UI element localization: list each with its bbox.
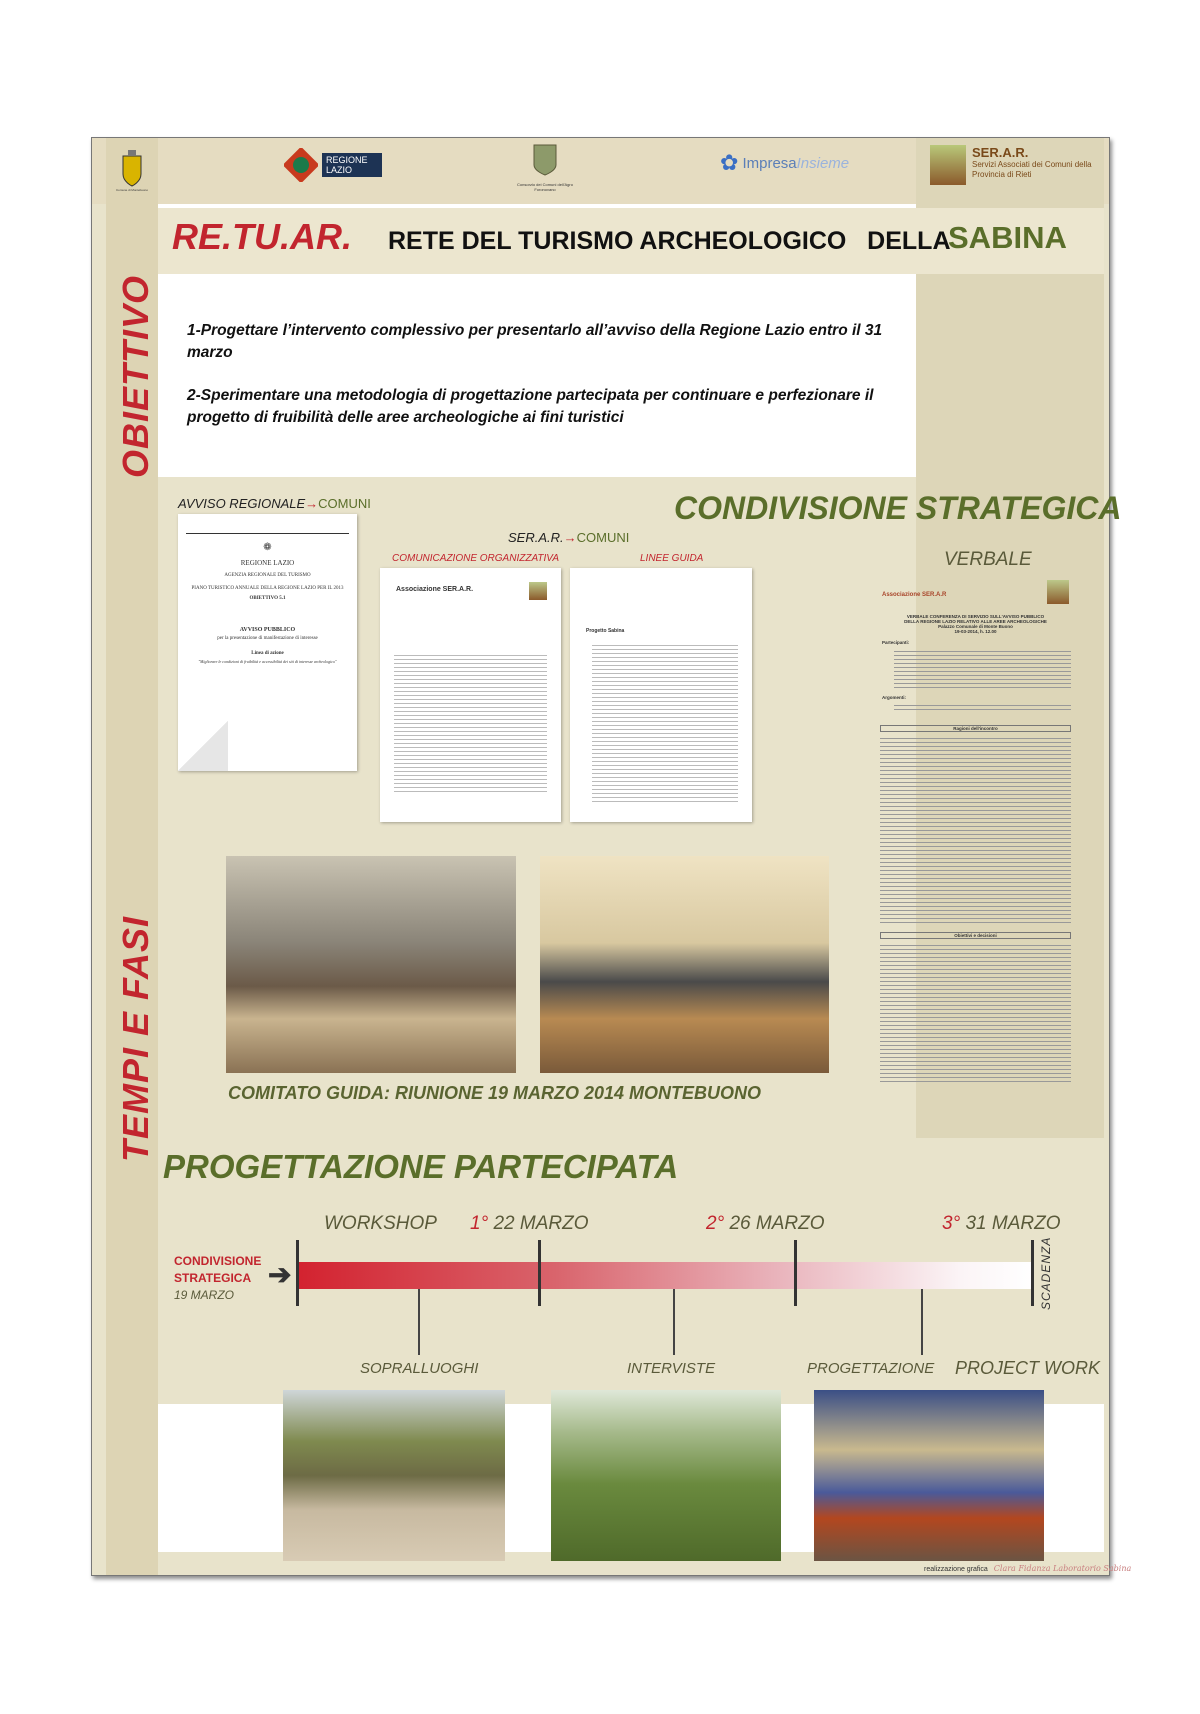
milestone-2: 2° 26 MARZO [706, 1213, 825, 1234]
timeline-tick-2 [794, 1240, 797, 1306]
timeline-tick-1 [538, 1240, 541, 1306]
tree-icon [930, 145, 966, 185]
objective-2: 2-Sperimentare una metodologia di progettazione partecipata per continuare e perfezionare il progetto di fruibilità delle aree archeologiche ai fini turistici [187, 387, 874, 426]
timeline-tick-start [296, 1240, 299, 1306]
meeting-photo-1 [226, 856, 516, 1073]
interviste-photo [551, 1390, 781, 1561]
progettazione-heading: PROGETTAZIONE PARTECIPATA [163, 1148, 679, 1185]
svg-text:Comune di Montebuono: Comune di Montebuono [115, 188, 149, 192]
workshop-label: WORKSHOP [324, 1213, 437, 1234]
meeting-photo-2 [540, 856, 829, 1073]
place-title: SABINA [948, 220, 1067, 255]
milestone-3: 3° 31 MARZO [942, 1213, 1061, 1234]
main-title: RETE DEL TURISMO ARCHEOLOGICO DELLA [388, 227, 951, 255]
serar-label: SER.A.R.→COMUNI [508, 530, 630, 545]
arrow-right-icon: ➔ [268, 1259, 292, 1290]
impresa-insieme-logo: ✿ Impresa Insieme [720, 150, 850, 175]
objective-1: 1-Progettare l’intervento complessivo per presentarlo all’avviso della Regione Lazio entro il 31 marzo [187, 322, 883, 361]
project-work-photo [814, 1390, 1044, 1561]
flower-icon: ✿ [720, 150, 739, 175]
linee-guida-document: Progetto Sabina [570, 568, 752, 822]
phase-tick-2 [673, 1289, 675, 1355]
phase-sopralluoghi: SOPRALLUOGHI [360, 1360, 479, 1377]
phase-interviste: INTERVISTE [627, 1360, 716, 1377]
project-work-label: PROJECT WORK [955, 1358, 1101, 1378]
emblem-icon: ❁ [263, 542, 272, 553]
comitato-caption: COMITATO GUIDA: RIUNIONE 19 MARZO 2014 MONTEBUONO [228, 1083, 762, 1103]
objectives-list [187, 320, 897, 429]
verbale-document: Associazione SER.A.R VERBALE CONFERENZA DI SERVIZIO SULL'AVVISO PUBBLICO DELLA REGIONE LAZIO RELATIVO ALLE AREE ARCHEOLOGICHE Palazzo Comunale di Monte Buono 19-03-2014, h. 12.00 Partecipanti: Argomenti: Ragioni dell'incontro Obiettivi e decisioni [874, 574, 1077, 1126]
verbale-label: VERBALE [944, 549, 1032, 570]
acronym-title: RE.TU.AR. [172, 216, 352, 257]
section-obiettivo: OBIETTIVO [115, 274, 156, 478]
sopralluoghi-photo [283, 1390, 505, 1561]
comunicazione-label: COMUNICAZIONE ORGANIZZATIVA [392, 553, 560, 564]
timeline-start-label: CONDIVISIONE STRATEGICA 19 MARZO [174, 1254, 262, 1302]
footer-credit: realizzazione grafica Clara Fidanza Laboratorio Sabina [924, 1564, 1132, 1573]
scadenza-label: SCADENZA [1039, 1236, 1053, 1310]
phase-tick-1 [418, 1289, 420, 1355]
timeline-bar [297, 1262, 1033, 1289]
avviso-document: ❁ REGIONE LAZIO AGENZIA REGIONALE DEL TURISMO PIANO TURISTICO ANNUALE DELLA REGIONE LAZIO PER IL 2013 OBIETTIVO 5.1 AVVISO PUBBLICO per la presentazione di manifestazione di interesse Linea di azione "Migliorare le condizioni di fruibilità e accessibilità dei siti di interesse archeologico" [178, 514, 357, 771]
timeline-tick-3 [1031, 1240, 1034, 1306]
serar-logo: SER.A.R. Servizi Associati dei Comuni della Provincia di Rieti [930, 145, 1105, 195]
phase-tick-3 [921, 1289, 923, 1355]
comunicazione-document: Associazione SER.A.R. [380, 568, 561, 822]
consorzio-logo: Consorzio dei Comuni dell'Agro Foronovano [510, 141, 580, 187]
linee-guida-label: LINEE GUIDA [640, 553, 704, 564]
milestone-1: 1° 22 MARZO [470, 1213, 589, 1234]
condivisione-heading: CONDIVISIONE STRATEGICA [674, 490, 1122, 526]
avviso-label: AVVISO REGIONALE→COMUNI [178, 496, 371, 511]
regione-lazio-logo: REGIONE LAZIO [284, 148, 382, 182]
phase-progettazione: PROGETTAZIONE [807, 1360, 935, 1377]
comune-crest-logo [115, 148, 149, 192]
section-tempi-fasi: TEMPI E FASI [115, 915, 156, 1162]
